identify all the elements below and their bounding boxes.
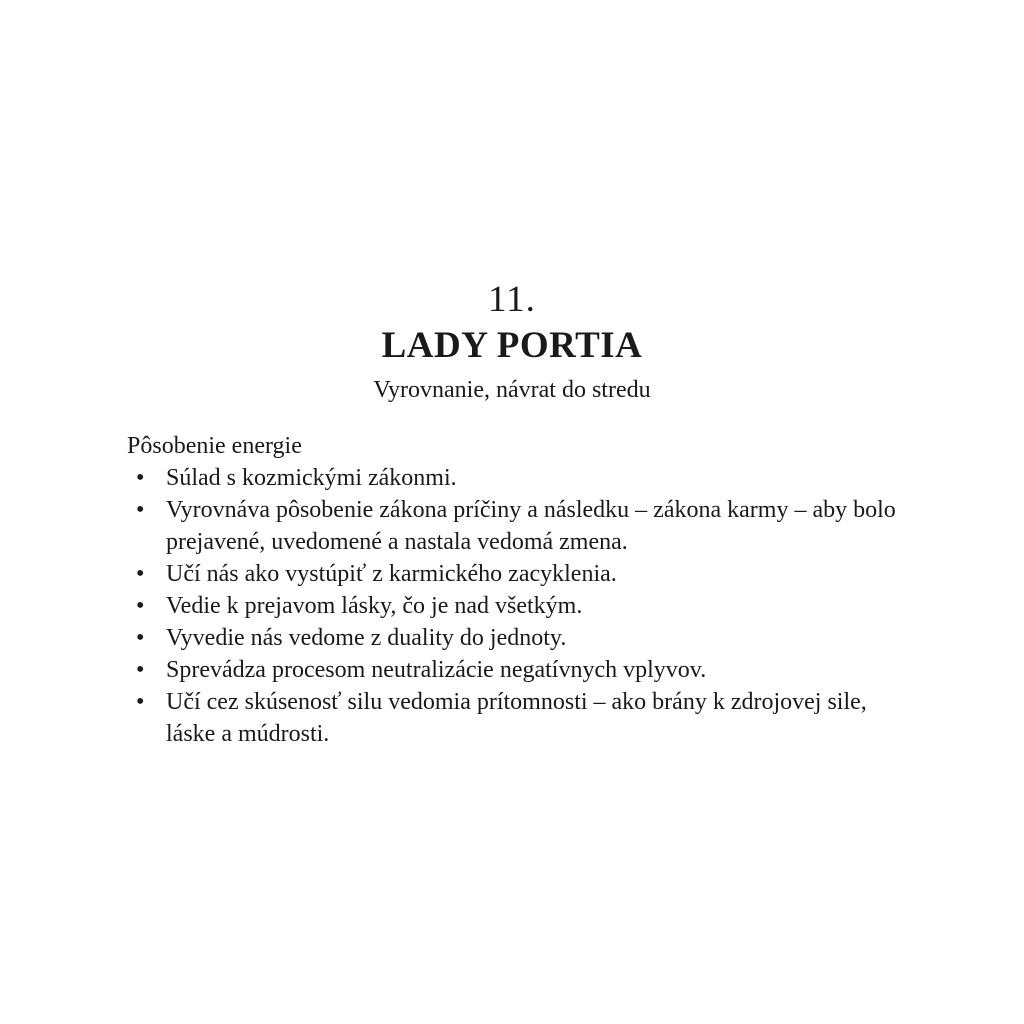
- list-item: [127, 654, 917, 686]
- bullet-icon: •: [136, 497, 145, 523]
- list-item: [127, 494, 917, 558]
- list-item: [127, 686, 917, 750]
- list-item-text: Učí nás ako vystúpiť z karmického zacyklenia.: [166, 561, 617, 587]
- list-item: [127, 462, 917, 494]
- card-title: LADY PORTIA: [381, 325, 643, 366]
- list-item: [127, 590, 917, 622]
- list-item: [127, 622, 917, 654]
- card-subtitle: Vyrovnanie, návrat do stredu: [373, 377, 651, 403]
- list-item-text: Učí cez skúsenosť silu vedomia prítomnosti – ako brány k zdrojovej sile, láske a múdrosti.: [166, 689, 867, 747]
- card-heading: [0, 278, 1024, 405]
- list-item-text: Vyrovnáva pôsobenie zákona príčiny a následku – zákona karmy – aby bolo prejavené, uvedomené a nastala vedomá zmena.: [166, 497, 896, 555]
- list-item-text: Sprevádza procesom neutralizácie negatívnych vplyvov.: [166, 657, 707, 683]
- bullet-icon: •: [136, 593, 145, 619]
- section-title: Pôsobenie energie: [127, 433, 302, 459]
- bullet-icon: •: [136, 465, 145, 491]
- bullet-icon: •: [136, 689, 145, 715]
- list-item-text: Vedie k prejavom lásky, čo je nad všetkým.: [166, 593, 583, 619]
- energy-effects-list: [127, 462, 917, 750]
- bullet-icon: •: [136, 625, 145, 651]
- card-number: 11.: [488, 279, 536, 320]
- bullet-icon: •: [136, 561, 145, 587]
- list-item: [127, 558, 917, 590]
- list-item-text: Súlad s kozmickými zákonmi.: [166, 465, 457, 491]
- energy-section: [127, 430, 917, 750]
- bullet-icon: •: [136, 657, 145, 683]
- list-item-text: Vyvedie nás vedome z duality do jednoty.: [166, 625, 567, 651]
